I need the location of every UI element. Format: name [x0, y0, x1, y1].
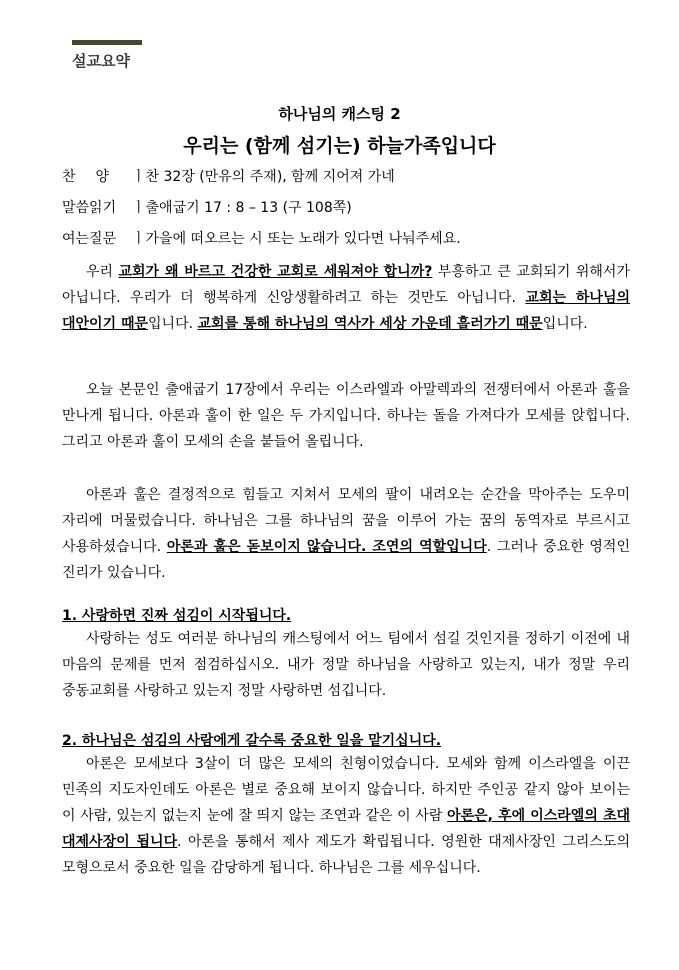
emphasis-church-history: 교회를 통해 하나님의 역사가 세상 가운데 흘러가기 때문: [197, 316, 543, 332]
text-run: . 아론을 통해서 제사 제도가 확립됩니다. 영원한 대제사장인 그리스도의 모형으로서 중요한 일을 감당하게 됩니다. 하나님은 그를 세우십니다.: [62, 834, 630, 876]
emphasis-question: 교회가 왜 바르고 건강한 교회로 세워져야 합니까?: [118, 264, 433, 280]
sermon-title: 하나님의 캐스팅 2: [278, 105, 401, 123]
text-run: 아론과 훌은 결정적으로 힘들고 지쳐서 모세의 팔이 내려오는 순간을 막아주는 도우미 자리에 머물렀습니다. 하나님은 그를 하나님의 꿈을 이루어 가는 꿈의 동역자로 부르시고 사용하셨습니다.: [62, 487, 630, 555]
paragraph-text-passage: 오늘 본문인 출애굽기 17장에서 우리는 이스라엘과 아말렉과의 전쟁터에서 아론과 훌을 만나게 됩니다. 아론과 훌이 한 일은 두 가지입니다. 하나는 돌을 가져다가 모세를 앉힙니다. 그리고 아론과 훌이 모세의 손을 붙들어 올립니다.: [62, 382, 630, 450]
text-run: 부흥하고 큰 교회되기 위해서가 아닙니다. 우리가 더 행복하게 신앙생활하려고 하는 것만도 아닙니다.: [62, 264, 630, 306]
emphasis-supporting-role: 아론과 훌은 돋보이지 않습니다. 조연의 역할입니다: [166, 539, 487, 555]
paragraph-intro: [62, 259, 630, 337]
section-heading-2: 2. 하나님은 섬김의 사람에게 갈수록 중요한 일을 맡기십니다.: [62, 733, 442, 749]
paragraph-aaron-hur: [62, 482, 630, 586]
meta-reading: [62, 197, 352, 217]
meta-hymn: [62, 166, 395, 186]
meta-value: ㅣ가을에 떠오르는 시 또는 노래가 있다면 나눠주세요.: [132, 231, 461, 247]
emphasis-high-priest: 아론은, 후에 이스라엘의 초대 대제사장이 됩니다: [62, 808, 630, 850]
text-run: . 그러나 중요한 영적인 진리가 있습니다.: [62, 539, 630, 581]
text-run: 우리: [86, 264, 119, 280]
meta-label: 여는질문: [62, 231, 117, 247]
brand-label: 설교요약: [72, 52, 130, 70]
emphasis-church-alternative: 교회는 하나님의 대안이기 때문: [62, 290, 630, 332]
meta-label: 말씀읽기: [62, 200, 117, 216]
paragraph-section-2: [62, 751, 630, 881]
meta-value: ㅣ찬 32장 (만유의 주재), 함께 지어져 가네: [132, 169, 395, 185]
text-run: 입니다.: [542, 316, 588, 332]
text-run: 아론은 모세보다 3살이 더 많은 모세의 친형이었습니다. 모세와 함께 이스라엘을 이끈 민족의 지도자인데도 아론은 별로 중요해 보이지 않습니다. 하지만 주인공 같지 않아 보이는 이 사람, 있는지 없는지 눈에 잘 띄지 않는 조연과 같은 이 사람: [62, 756, 630, 824]
sermon-subtitle: 우리는 (함께 섬기는) 하늘가족입니다: [183, 135, 496, 157]
text-run: 입니다.: [148, 316, 198, 332]
meta-label: 찬양: [62, 169, 130, 185]
meta-question: [62, 228, 461, 248]
paragraph-section-1: 사랑하는 성도 여러분 하나님의 캐스팅에서 어느 팀에서 섬길 것인지를 정하기 이전에 내 마음의 문제를 먼저 점검하십시오. 내가 정말 하나님을 사랑하고 있는지, 내가 정말 우리 중동교회를 사랑하고 있는지 정말 사랑하면 섬깁니다.: [62, 631, 630, 699]
brand-bar: [72, 40, 142, 45]
meta-value: ㅣ출애굽기 17 : 8 – 13 (구 108쪽): [132, 200, 352, 216]
section-heading-1: 1. 사랑하면 진짜 섬김이 시작됩니다.: [62, 608, 292, 624]
